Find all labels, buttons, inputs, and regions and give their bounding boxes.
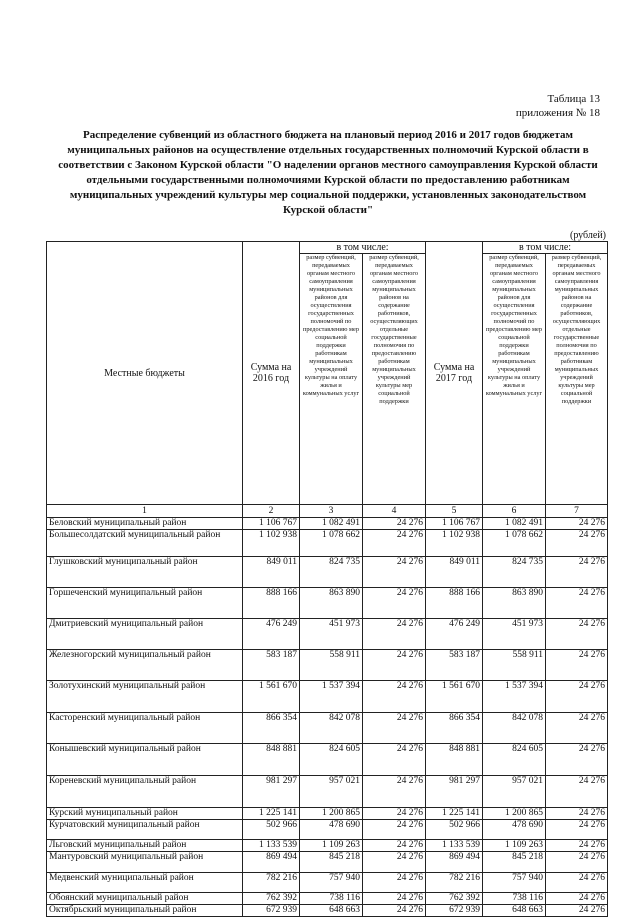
district-name-cell: Медвенский муниципальный район <box>47 873 243 893</box>
amount-cell: 24 276 <box>546 518 608 530</box>
header-sum-2016: Сумма на 2016 год <box>243 242 300 505</box>
amount-cell: 24 276 <box>546 557 608 588</box>
table-row <box>47 518 608 530</box>
column-number: 1 <box>47 505 243 518</box>
amount-cell: 863 890 <box>483 588 546 619</box>
table-row <box>47 650 608 681</box>
amount-cell: 24 276 <box>363 905 426 917</box>
amount-cell: 583 187 <box>426 650 483 681</box>
amount-cell: 824 735 <box>300 557 363 588</box>
amount-cell: 24 276 <box>546 713 608 744</box>
amount-cell: 842 078 <box>300 713 363 744</box>
district-name-cell: Горшеченский муниципальный район <box>47 588 243 619</box>
table-number: Таблица 13 <box>547 93 600 105</box>
amount-cell: 24 276 <box>363 893 426 905</box>
amount-cell: 1 133 539 <box>243 840 300 852</box>
amount-cell: 24 276 <box>363 808 426 820</box>
amount-cell: 24 276 <box>363 619 426 650</box>
district-name-cell: Дмитриевский муниципальный район <box>47 619 243 650</box>
amount-cell: 888 166 <box>243 588 300 619</box>
amount-cell: 1 078 662 <box>300 530 363 557</box>
amount-cell: 24 276 <box>546 530 608 557</box>
amount-cell: 957 021 <box>300 776 363 808</box>
table-row <box>47 840 608 852</box>
amount-cell: 24 276 <box>546 681 608 713</box>
amount-cell: 648 663 <box>300 905 363 917</box>
header-including-2016: в том числе: <box>300 242 426 254</box>
district-name-cell: Октябрьский муниципальный район <box>47 905 243 917</box>
amount-cell: 981 297 <box>426 776 483 808</box>
amount-cell: 1 133 539 <box>426 840 483 852</box>
table-row <box>47 530 608 557</box>
amount-cell: 845 218 <box>300 852 363 873</box>
amount-cell: 866 354 <box>243 713 300 744</box>
column-number: 6 <box>483 505 546 518</box>
amount-cell: 981 297 <box>243 776 300 808</box>
amount-cell: 1 106 767 <box>243 518 300 530</box>
amount-cell: 863 890 <box>300 588 363 619</box>
amount-cell: 24 276 <box>546 905 608 917</box>
table-row <box>47 905 608 917</box>
amount-cell: 738 116 <box>300 893 363 905</box>
district-name-cell: Большесолдатский муниципальный район <box>47 530 243 557</box>
amount-cell: 24 276 <box>363 840 426 852</box>
amount-cell: 1 102 938 <box>243 530 300 557</box>
amount-cell: 583 187 <box>243 650 300 681</box>
amount-cell: 1 109 263 <box>300 840 363 852</box>
amount-cell: 782 216 <box>426 873 483 893</box>
amount-cell: 1 537 394 <box>300 681 363 713</box>
amount-cell: 24 276 <box>363 530 426 557</box>
table-row <box>47 893 608 905</box>
column-number: 3 <box>300 505 363 518</box>
amount-cell: 842 078 <box>483 713 546 744</box>
amount-cell: 24 276 <box>546 588 608 619</box>
table-row <box>47 713 608 744</box>
amount-cell: 849 011 <box>243 557 300 588</box>
table-row <box>47 619 608 650</box>
amount-cell: 888 166 <box>426 588 483 619</box>
amount-cell: 24 276 <box>363 852 426 873</box>
header-row-1 <box>47 242 608 254</box>
amount-cell: 869 494 <box>426 852 483 873</box>
amount-cell: 757 940 <box>483 873 546 893</box>
amount-cell: 558 911 <box>300 650 363 681</box>
amount-cell: 24 276 <box>546 808 608 820</box>
amount-cell: 24 276 <box>546 852 608 873</box>
amount-cell: 24 276 <box>363 650 426 681</box>
district-name-cell: Конышевский муниципальный район <box>47 744 243 776</box>
district-name-cell: Кореневский муниципальный район <box>47 776 243 808</box>
district-name-cell: Глушковский муниципальный район <box>47 557 243 588</box>
table-row <box>47 873 608 893</box>
amount-cell: 957 021 <box>483 776 546 808</box>
amount-cell: 24 276 <box>363 518 426 530</box>
amount-cell: 24 276 <box>363 713 426 744</box>
amount-cell: 476 249 <box>243 619 300 650</box>
amount-cell: 24 276 <box>546 776 608 808</box>
amount-cell: 672 939 <box>426 905 483 917</box>
district-name-cell: Беловский муниципальный район <box>47 518 243 530</box>
amount-cell: 24 276 <box>546 619 608 650</box>
amount-cell: 738 116 <box>483 893 546 905</box>
subsidy-table <box>46 241 608 917</box>
amount-cell: 1 561 670 <box>243 681 300 713</box>
amount-cell: 24 276 <box>546 650 608 681</box>
header-sub-b: размер субвенций, передаваемых органам местного самоуправления муниципальных районов на содержание работников, осуществляющих отдельные государственные полномочия по предоставлению работникам муниципальных учреждений культуры мер социальной поддержки <box>363 254 426 505</box>
table-row <box>47 776 608 808</box>
column-number: 2 <box>243 505 300 518</box>
amount-cell: 1 225 141 <box>426 808 483 820</box>
district-name-cell: Льговский муниципальный район <box>47 840 243 852</box>
amount-cell: 1 082 491 <box>300 518 363 530</box>
district-name-cell: Обоянский муниципальный район <box>47 893 243 905</box>
amount-cell: 558 911 <box>483 650 546 681</box>
column-number-row <box>47 505 608 518</box>
amount-cell: 24 276 <box>546 840 608 852</box>
amount-cell: 451 973 <box>300 619 363 650</box>
amount-cell: 824 605 <box>300 744 363 776</box>
amount-cell: 1 200 865 <box>483 808 546 820</box>
amount-cell: 478 690 <box>300 820 363 840</box>
district-name-cell: Курский муниципальный район <box>47 808 243 820</box>
amount-cell: 849 011 <box>426 557 483 588</box>
header-sub-d: размер субвенций, передаваемых органам местного самоуправления муниципальных районов на содержание работников, осуществляющих отдельные государственные полномочия по предоставлению работникам муниципальных учреждений культуры мер социальной поддержки <box>546 254 608 505</box>
amount-cell: 24 276 <box>363 776 426 808</box>
amount-cell: 24 276 <box>363 681 426 713</box>
amount-cell: 848 881 <box>426 744 483 776</box>
district-name-cell: Золотухинский муниципальный район <box>47 681 243 713</box>
amount-cell: 1 537 394 <box>483 681 546 713</box>
amount-cell: 476 249 <box>426 619 483 650</box>
appendix-number: приложения № 18 <box>515 107 600 119</box>
amount-cell: 866 354 <box>426 713 483 744</box>
column-number: 4 <box>363 505 426 518</box>
district-name-cell: Курчатовский муниципальный район <box>47 820 243 840</box>
amount-cell: 1 225 141 <box>243 808 300 820</box>
amount-cell: 24 276 <box>363 873 426 893</box>
table-row <box>47 852 608 873</box>
amount-cell: 1 200 865 <box>300 808 363 820</box>
header-sum-2017: Сумма на 2017 год <box>426 242 483 505</box>
amount-cell: 24 276 <box>546 893 608 905</box>
amount-cell: 672 939 <box>243 905 300 917</box>
header-sub-c: размер субвенций, передаваемых органам местного самоуправления муниципальных районов для осуществления государственных полномочий по предоставлению мер социальной поддержки работникам муниципальных учреждений культуры на оплату жилья и коммунальных услуг <box>483 254 546 505</box>
amount-cell: 824 735 <box>483 557 546 588</box>
amount-cell: 762 392 <box>426 893 483 905</box>
district-name-cell: Мантуровский муниципальный район <box>47 852 243 873</box>
amount-cell: 24 276 <box>546 820 608 840</box>
amount-cell: 1 109 263 <box>483 840 546 852</box>
amount-cell: 757 940 <box>300 873 363 893</box>
table-row <box>47 557 608 588</box>
amount-cell: 1 561 670 <box>426 681 483 713</box>
header-sub-a: размер субвенций, передаваемых органам местного самоуправления муниципальных районов для осуществления государственных полномочий по предоставлению мер социальной поддержки работникам муниципальных учреждений культуры на оплату жилья и коммунальных услуг <box>300 254 363 505</box>
document-title: Распределение субвенций из областного бюджета на плановый период 2016 и 2017 годов бюджетам муниципальных районов на осуществление отдельных государственных полномочий Курской области в соответствии с Законом Курской области "О наделении органов местного самоуправления Курской области отдельными государственными полномочиями Курской области по предоставлению работникам муниципальных учреждений культуры мер социальной поддержки, установленных законодательством Курской области" <box>58 129 598 216</box>
header-local-budgets: Местные бюджеты <box>47 242 243 505</box>
column-number: 7 <box>546 505 608 518</box>
amount-cell: 24 276 <box>363 820 426 840</box>
table-row <box>47 744 608 776</box>
amount-cell: 478 690 <box>483 820 546 840</box>
amount-cell: 24 276 <box>363 588 426 619</box>
amount-cell: 824 605 <box>483 744 546 776</box>
amount-cell: 1 082 491 <box>483 518 546 530</box>
amount-cell: 1 078 662 <box>483 530 546 557</box>
units-label: (рублей) <box>569 230 606 241</box>
amount-cell: 845 218 <box>483 852 546 873</box>
amount-cell: 24 276 <box>363 557 426 588</box>
table-row <box>47 588 608 619</box>
amount-cell: 648 663 <box>483 905 546 917</box>
header-including-2017: в том числе: <box>483 242 608 254</box>
amount-cell: 782 216 <box>243 873 300 893</box>
amount-cell: 24 276 <box>363 744 426 776</box>
amount-cell: 762 392 <box>243 893 300 905</box>
amount-cell: 451 973 <box>483 619 546 650</box>
amount-cell: 24 276 <box>546 744 608 776</box>
district-name-cell: Касторенский муниципальный район <box>47 713 243 744</box>
amount-cell: 1 102 938 <box>426 530 483 557</box>
amount-cell: 869 494 <box>243 852 300 873</box>
amount-cell: 502 966 <box>243 820 300 840</box>
amount-cell: 502 966 <box>426 820 483 840</box>
table-row <box>47 681 608 713</box>
table-row <box>47 808 608 820</box>
table-row <box>47 820 608 840</box>
amount-cell: 24 276 <box>546 873 608 893</box>
column-number: 5 <box>426 505 483 518</box>
amount-cell: 1 106 767 <box>426 518 483 530</box>
table-reference <box>516 92 600 120</box>
district-name-cell: Железногорский муниципальный район <box>47 650 243 681</box>
amount-cell: 848 881 <box>243 744 300 776</box>
